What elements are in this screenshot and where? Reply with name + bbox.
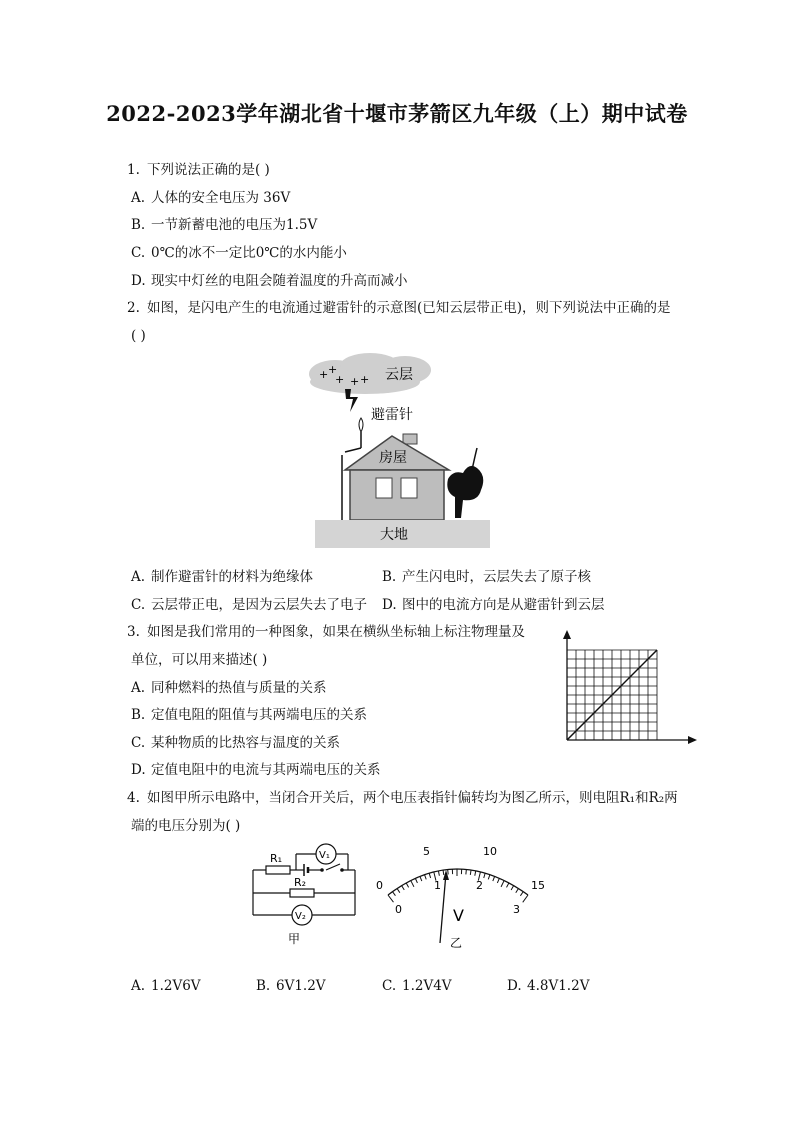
plus-sign: + xyxy=(319,368,329,381)
option-3b[interactable] xyxy=(131,706,367,724)
dial-tick xyxy=(484,873,485,878)
option-3c[interactable] xyxy=(131,734,340,752)
ground-label: 大地 xyxy=(380,527,408,543)
option-4d[interactable] xyxy=(507,977,589,995)
option-text: 定值电阻的阻值与其两端电压的关系 xyxy=(151,707,367,723)
dial-tick xyxy=(507,883,509,887)
unit-label: V xyxy=(453,906,464,925)
option-label: A. xyxy=(131,978,146,994)
option-text: 人体的安全电压为 36V xyxy=(151,190,291,206)
question-text: 如图甲所示电路中，当闭合开关后，两个电压表指针偏转均为图乙所示，则电阻R₁和R₂两 xyxy=(147,790,678,806)
dial-tick xyxy=(402,886,405,890)
plus-sign: + xyxy=(335,373,345,386)
question-number: 2. xyxy=(127,300,140,316)
dial-tick xyxy=(420,876,422,881)
tree-icon xyxy=(447,466,483,518)
v2-label: V₂ xyxy=(295,911,306,922)
option-label: C. xyxy=(131,597,146,613)
dial-tick xyxy=(438,871,439,876)
dial-tick xyxy=(397,889,400,893)
option-text: 现实中灯丝的电阻会随着温度的升高而减小 xyxy=(151,273,408,289)
dial-tick xyxy=(523,895,528,902)
option-text: 4.8V1.2V xyxy=(527,978,590,994)
option-2b[interactable] xyxy=(382,568,591,586)
option-label: C. xyxy=(131,245,146,261)
option-text: 某种物质的比热容与温度的关系 xyxy=(151,735,340,751)
question-text: 如图是我们常用的一种图象，如果在横纵坐标轴上标注物理量及 xyxy=(147,624,525,640)
circuit-figure xyxy=(248,843,360,951)
question-2-stem-cont: ( ) xyxy=(131,328,146,344)
window-icon xyxy=(401,478,417,498)
option-4a[interactable] xyxy=(131,977,201,995)
dial-tick xyxy=(388,895,393,902)
exam-title: 2022-2023学年湖北省十堰市茅箭区九年级（上）期中试卷 xyxy=(106,101,688,126)
lightning-rod-figure xyxy=(295,352,495,548)
option-4b[interactable] xyxy=(256,977,326,995)
question-2-stem xyxy=(127,299,671,317)
question-1-stem xyxy=(127,161,270,179)
dial-tick xyxy=(411,881,414,887)
dial-tick xyxy=(488,875,490,880)
option-label: B. xyxy=(131,217,146,233)
voltmeter-dial-figure xyxy=(368,843,548,955)
option-label: D. xyxy=(507,978,522,994)
question-number: 1. xyxy=(127,162,140,178)
option-text: 0℃的冰不一定比0℃的水内能小 xyxy=(151,245,347,261)
dial-tick xyxy=(501,881,504,887)
option-label: C. xyxy=(131,735,146,751)
question-text: 下列说法正确的是( ) xyxy=(147,162,270,178)
option-label: D. xyxy=(131,273,146,289)
switch-icon xyxy=(326,864,340,870)
option-text: 制作避雷针的材料为绝缘体 xyxy=(151,569,313,585)
option-1a[interactable] xyxy=(131,189,290,207)
dial-tick xyxy=(493,876,495,881)
scale-bottom-2: 2 xyxy=(476,879,483,892)
circuit-caption: 甲 xyxy=(288,932,301,946)
option-1d[interactable] xyxy=(131,272,408,290)
scale-top-0: 0 xyxy=(376,879,383,892)
window-icon xyxy=(376,478,392,498)
option-label: A. xyxy=(131,680,146,696)
option-text: 6V1.2V xyxy=(276,978,326,994)
option-text: 云层带正电，是因为云层失去了电子 xyxy=(151,597,367,613)
option-label: B. xyxy=(256,978,271,994)
cloud-label: 云层 xyxy=(385,367,413,383)
rod-label: 避雷针 xyxy=(371,407,413,423)
option-2a[interactable] xyxy=(131,568,313,586)
question-text: 如图，是闪电产生的电流通过避雷针的示意图(已知云层带正电)，则下列说法中正确的是 xyxy=(147,300,671,316)
r1-label: R₁ xyxy=(270,852,283,865)
option-text: 同种燃料的热值与质量的关系 xyxy=(151,680,327,696)
x-axis-arrow-icon xyxy=(688,736,697,744)
dial-tick xyxy=(393,892,396,896)
scale-bottom-0: 0 xyxy=(395,903,402,916)
plus-sign: + xyxy=(350,375,360,388)
scale-bottom-3: 3 xyxy=(513,903,520,916)
option-3d[interactable] xyxy=(131,761,381,779)
question-4-stem xyxy=(127,789,678,807)
dial-tick xyxy=(475,871,476,876)
question-number: 4. xyxy=(127,790,140,806)
v1-label: V₁ xyxy=(319,850,330,861)
option-text: 图中的电流方向是从避雷针到云层 xyxy=(402,597,605,613)
option-4c[interactable] xyxy=(382,977,452,995)
y-axis-arrow-icon xyxy=(563,630,571,639)
question-4-stem-cont: 端的电压分别为( ) xyxy=(131,818,241,834)
option-label: D. xyxy=(382,597,397,613)
question-3-stem xyxy=(127,623,525,641)
dial-tick xyxy=(511,886,514,890)
dial-tick xyxy=(497,878,499,883)
resistor-r2 xyxy=(290,889,314,897)
scale-top-10: 10 xyxy=(483,845,497,858)
option-text: 1.2V6V xyxy=(151,978,201,994)
dial-tick xyxy=(520,892,523,896)
option-text: 定值电阻中的电流与其两端电压的关系 xyxy=(151,762,381,778)
meter-caption: 乙 xyxy=(450,936,463,950)
option-label: A. xyxy=(131,569,146,585)
dial-tick xyxy=(429,873,430,878)
scale-top-15: 15 xyxy=(531,879,545,892)
question-number: 3. xyxy=(127,624,140,640)
scale-top-5: 5 xyxy=(423,845,430,858)
option-text: 一节新蓄电池的电压为1.5V xyxy=(151,217,318,233)
plus-sign: + xyxy=(360,373,370,386)
r2-label: R₂ xyxy=(294,876,307,889)
house-label: 房屋 xyxy=(379,450,407,466)
plus-sign: + xyxy=(328,363,338,376)
option-2d[interactable] xyxy=(382,596,605,614)
resistor-r1 xyxy=(266,866,290,874)
option-1b[interactable] xyxy=(131,216,317,234)
dial-tick xyxy=(443,870,444,875)
option-2c[interactable] xyxy=(131,596,367,614)
option-label: A. xyxy=(131,190,146,206)
option-text: 1.2V4V xyxy=(402,978,452,994)
dial-tick xyxy=(406,883,408,887)
option-label: B. xyxy=(382,569,397,585)
dial-ticks xyxy=(388,869,528,902)
line-graph-figure xyxy=(558,630,698,748)
dial-tick xyxy=(415,878,417,883)
option-text: 产生闪电时，云层失去了原子核 xyxy=(402,569,591,585)
dial-tick xyxy=(425,875,427,880)
scale-bottom-1: 1 xyxy=(434,879,441,892)
question-3-stem-cont: 单位，可以用来描述( ) xyxy=(131,652,268,668)
option-label: B. xyxy=(131,707,146,723)
house-wall xyxy=(350,470,444,520)
dial-arc xyxy=(388,869,528,895)
option-3a[interactable] xyxy=(131,679,327,697)
option-label: C. xyxy=(382,978,397,994)
dial-tick xyxy=(470,870,471,875)
option-label: D. xyxy=(131,762,146,778)
rod-tip-icon xyxy=(359,418,363,432)
option-1c[interactable] xyxy=(131,244,347,262)
dial-tick xyxy=(516,889,519,893)
